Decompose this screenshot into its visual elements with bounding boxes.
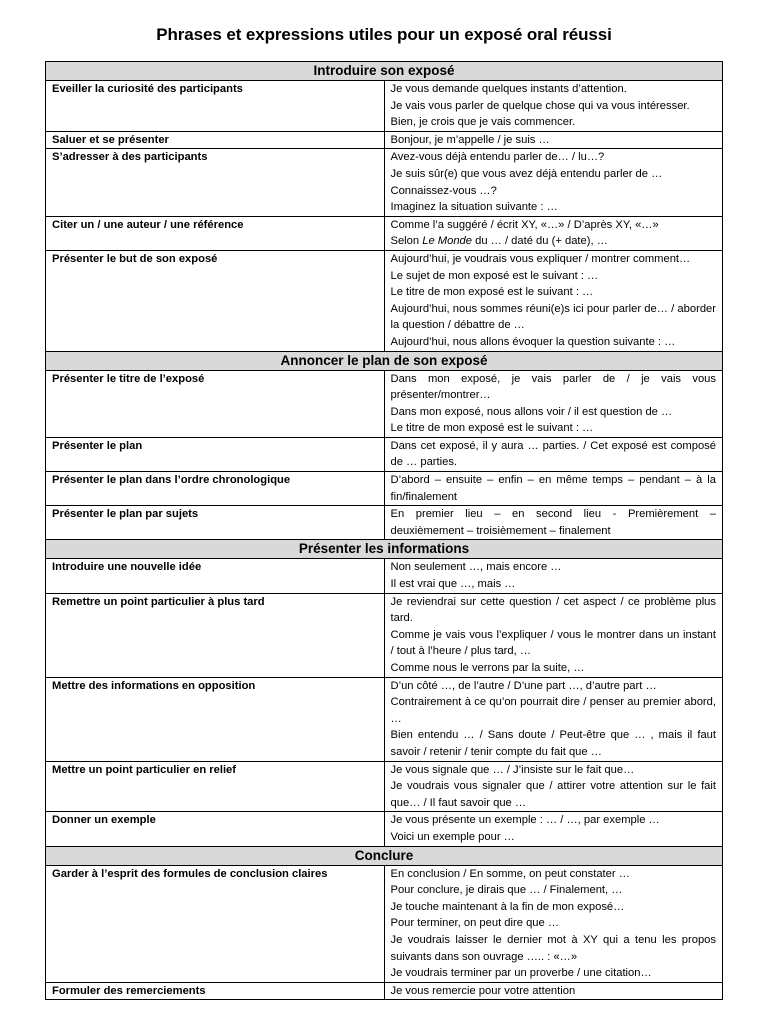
table-row bbox=[46, 761, 723, 812]
phrase-line: Je voudrais terminer par un proverbe / une citation… bbox=[390, 967, 652, 980]
phrase-line: Je vous remercie pour votre attention bbox=[390, 984, 576, 997]
page-title: Phrases et expressions utiles pour un exposé oral réussi bbox=[156, 25, 612, 44]
table-row bbox=[46, 677, 723, 761]
phrase-line: Je suis sûr(e) que vous avez déjà entendu parler de … bbox=[390, 167, 663, 180]
phrase-line: Je voudrais vous signaler que / attirer votre attention sur le fait que… / Il faut savoir que … bbox=[390, 780, 716, 809]
row-label: Donner un exemple bbox=[46, 812, 385, 846]
phrase-line: En premier lieu – en second lieu - Premièrement – deuxièmement – troisièmement – finalement bbox=[390, 508, 716, 537]
phrase-line: Dans mon exposé, nous allons voir / il est question de … bbox=[390, 405, 673, 418]
row-phrases bbox=[384, 761, 723, 812]
row-label: Mettre des informations en opposition bbox=[46, 677, 385, 761]
table-row bbox=[46, 131, 723, 149]
phrase-line: Je reviendrai sur cette question / cet aspect / ce problème plus tard. bbox=[390, 595, 716, 625]
row-label: Garder à l’esprit des formules de conclusion claires bbox=[46, 865, 385, 982]
row-phrases bbox=[384, 216, 723, 250]
phrase-line: Contrairement à ce qu’on pourrait dire / penser au premier abord, … bbox=[390, 696, 716, 725]
phrase-line: Non seulement …, mais encore … bbox=[390, 561, 562, 574]
phrase-line: Le titre de mon exposé est le suivant : … bbox=[390, 422, 594, 435]
row-phrases bbox=[384, 472, 723, 506]
row-phrases bbox=[384, 559, 723, 593]
section-header-row bbox=[46, 62, 723, 81]
row-label: Saluer et se présenter bbox=[46, 131, 385, 149]
phrase-line: Je vous présente un exemple : … / …, par exemple … bbox=[390, 814, 660, 827]
phrase-line: Avez-vous déjà entendu parler de… / lu…? bbox=[390, 151, 605, 164]
phrase-line: Aujourd’hui, nous allons évoquer la question suivante : … bbox=[390, 335, 676, 348]
phrase-line: Connaissez-vous …? bbox=[390, 184, 497, 197]
phrase-line: Voici un exemple pour … bbox=[390, 830, 515, 843]
row-label: Introduire une nouvelle idée bbox=[46, 559, 385, 593]
phrase-line: Je voudrais laisser le dernier mot à XY qui a tenu les propos suivants dans son ouvrage ….. : «…» bbox=[390, 933, 716, 963]
row-label: Eveiller la curiosité des participants bbox=[46, 81, 385, 132]
table-row bbox=[46, 81, 723, 132]
phrase-line: Il est vrai que …, mais … bbox=[390, 578, 516, 591]
phrase-line: Aujourd’hui, je voudrais vous expliquer / montrer comment… bbox=[390, 252, 691, 265]
table-row bbox=[46, 216, 723, 250]
row-label: Présenter le but de son exposé bbox=[46, 250, 385, 351]
phrase-line: Je vais vous parler de quelque chose qui va vous intéresser. bbox=[390, 99, 690, 112]
table-row bbox=[46, 370, 723, 437]
phrase-line: Comme je vais vous l’expliquer / vous le montrer dans un instant / tout à l’heure / plus tard, … bbox=[390, 628, 716, 658]
phrase-line: Bonjour, je m’appelle / je suis … bbox=[390, 133, 550, 146]
phrase-line: Le sujet de mon exposé est le suivant : … bbox=[390, 269, 599, 282]
section-heading: Conclure bbox=[46, 846, 723, 865]
phrase-line: En conclusion / En somme, on peut constater … bbox=[390, 867, 630, 880]
table-row bbox=[46, 559, 723, 593]
phrase-line: Comme nous le verrons par la suite, … bbox=[390, 662, 585, 674]
phrase-line: Bien entendu … / Sans doute / Peut-être que … , mais il faut savoir / retenir / tenir compte du fait que … bbox=[390, 729, 716, 758]
table-row bbox=[46, 865, 723, 982]
row-label: Remettre un point particulier à plus tard bbox=[46, 593, 385, 677]
section-header-row bbox=[46, 540, 723, 559]
section-header-row bbox=[46, 351, 723, 370]
phrase-line: Comme l’a suggéré / écrit XY, «…» / D’après XY, «…» bbox=[390, 218, 659, 231]
table-row bbox=[46, 472, 723, 506]
phrase-line: Je touche maintenant à la fin de mon exposé… bbox=[390, 900, 625, 913]
row-label: Présenter le plan bbox=[46, 437, 385, 471]
table-row bbox=[46, 982, 723, 1000]
row-phrases bbox=[384, 506, 723, 540]
section-heading: Annoncer le plan de son exposé bbox=[46, 351, 723, 370]
phrase-line: Je vous signale que … / J’insiste sur le fait que… bbox=[390, 763, 635, 776]
row-label: Présenter le plan par sujets bbox=[46, 506, 385, 540]
phrase-line: D’un côté …, de l’autre / D’une part …, d’autre part … bbox=[390, 679, 657, 692]
row-phrases bbox=[384, 677, 723, 761]
phrase-line: Je vous demande quelques instants d’attention. bbox=[390, 83, 627, 95]
table-row bbox=[46, 593, 723, 677]
phrases-table-body bbox=[46, 62, 723, 1000]
row-phrases bbox=[384, 250, 723, 351]
row-phrases bbox=[384, 370, 723, 437]
row-phrases bbox=[384, 131, 723, 149]
row-phrases bbox=[384, 593, 723, 677]
table-row bbox=[46, 149, 723, 216]
row-phrases bbox=[384, 812, 723, 846]
row-phrases bbox=[384, 149, 723, 216]
row-phrases bbox=[384, 865, 723, 982]
row-phrases bbox=[384, 437, 723, 471]
phrases-table bbox=[45, 61, 723, 1000]
row-phrases bbox=[384, 81, 723, 132]
table-row bbox=[46, 812, 723, 846]
phrase-line: Bien, je crois que je vais commencer. bbox=[390, 116, 576, 129]
row-label: Citer un / une auteur / une référence bbox=[46, 216, 385, 250]
row-label: Mettre un point particulier en relief bbox=[46, 761, 385, 812]
phrase-line: Le titre de mon exposé est le suivant : … bbox=[390, 286, 594, 299]
table-row bbox=[46, 506, 723, 540]
phrase-line: Dans mon exposé, je vais parler de / je vais vous présenter/montrer… bbox=[390, 372, 716, 402]
row-phrases bbox=[384, 982, 723, 1000]
table-row bbox=[46, 437, 723, 471]
phrase-line: Pour terminer, on peut dire que … bbox=[390, 917, 560, 930]
row-label: Formuler des remerciements bbox=[46, 982, 385, 1000]
row-label: S’adresser à des participants bbox=[46, 149, 385, 216]
phrase-line: Selon Le Monde du … / daté du (+ date), … bbox=[390, 235, 608, 248]
phrase-line: Dans cet exposé, il y aura … parties. / Cet exposé est composé de … parties. bbox=[390, 439, 716, 469]
phrase-line: Aujourd’hui, nous sommes réuni(e)s ici pour parler de… / aborder la question / débattre de … bbox=[390, 302, 716, 332]
section-heading: Présenter les informations bbox=[46, 540, 723, 559]
row-label: Présenter le titre de l’exposé bbox=[46, 370, 385, 437]
section-header-row bbox=[46, 846, 723, 865]
phrase-line: Pour conclure, je dirais que … / Finalement, … bbox=[390, 884, 623, 897]
phrase-line: D’abord – ensuite – enfin – en même temps – pendant – à la fin/finalement bbox=[390, 474, 716, 503]
phrase-line: Imaginez la situation suivante : … bbox=[390, 201, 558, 214]
row-label: Présenter le plan dans l’ordre chronologique bbox=[46, 472, 385, 506]
section-heading: Introduire son exposé bbox=[46, 62, 723, 81]
table-row bbox=[46, 250, 723, 351]
